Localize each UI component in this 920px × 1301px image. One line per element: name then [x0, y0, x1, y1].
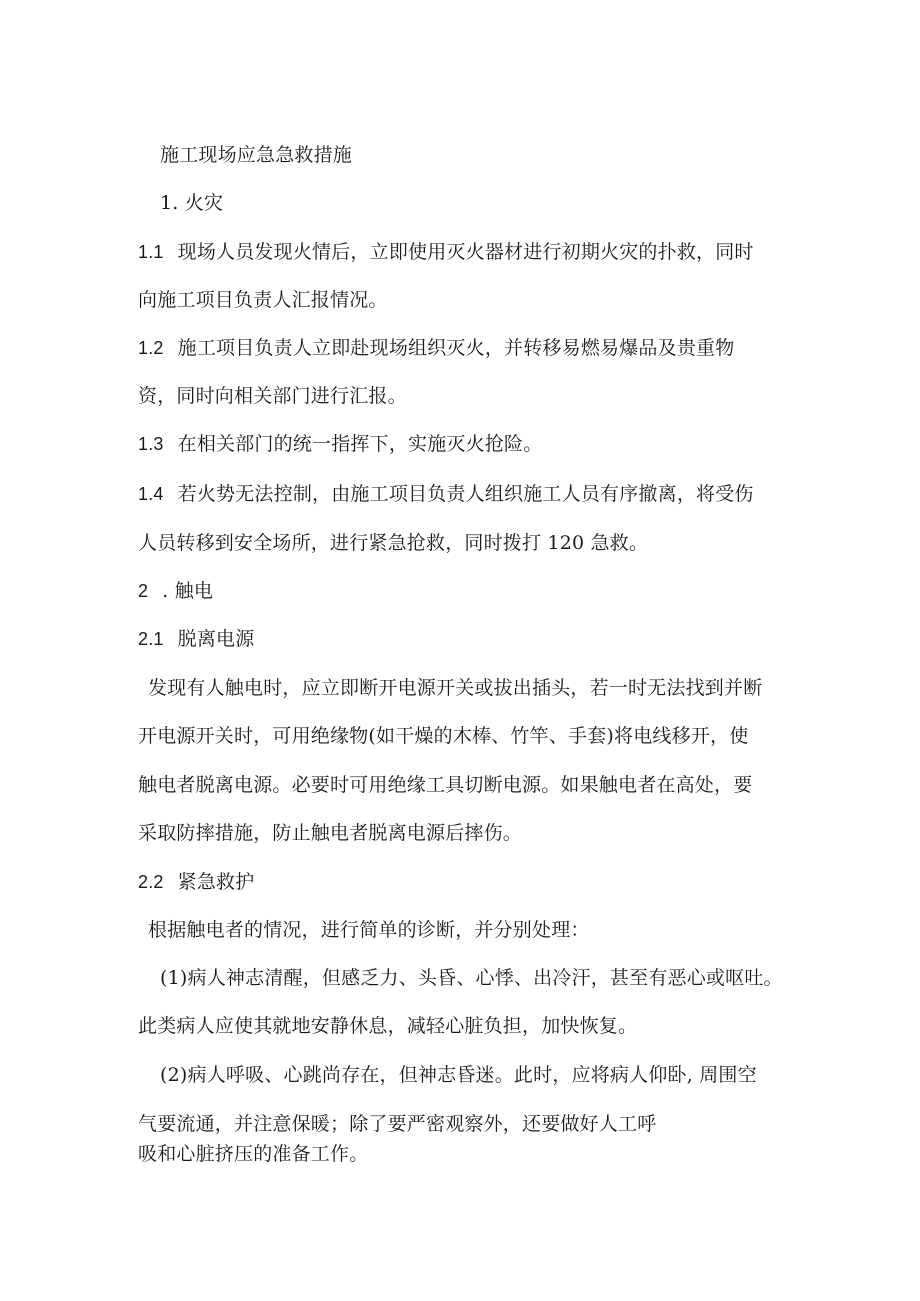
- item-1-2: [138, 335, 798, 361]
- item-1-3-number: 1.3: [138, 434, 164, 454]
- case-1-line-2: 此类病人应使其就地安静休息，减轻心脏负担，加快恢复。: [138, 1015, 638, 1037]
- case-1-line-1: (1)病人神志清醒，但感乏力、头昏、心悸、出冷汗，甚至有恶心或呕吐。: [160, 967, 783, 989]
- sub-2-1-paragraph-line-4: 采取防摔措施，防止触电者脱离电源后摔伤。: [138, 822, 523, 844]
- item-1-2-continuation: 资，同时向相关部门进行汇报。: [138, 385, 407, 407]
- item-1-1-continuation: 向施工项目负责人汇报情况。: [138, 289, 388, 311]
- item-1-2-number: 1.2: [138, 338, 164, 358]
- case-2-line-2: 气要流通，并注意保暖；除了要严密观察外，还要做好人工呼: [138, 1113, 657, 1135]
- document-title: 施工现场应急急救措施: [160, 144, 353, 166]
- item-1-1-number: 1.1: [138, 242, 164, 262]
- item-1-4-text: 若火势无法控制，由施工项目负责人组织施工人员有序撤离，将受伤: [177, 483, 754, 505]
- case-2-line-1: (2)病人呼吸、心跳尚存在，但神志昏迷。此时，应将病人仰卧, 周围空: [160, 1064, 757, 1086]
- section-2-title: . 触电: [162, 580, 214, 602]
- item-1-1-text: 现场人员发现火情后，立即使用灭火器材进行初期火灾的扑救，同时: [177, 241, 754, 263]
- sub-2-2-heading: [138, 869, 798, 895]
- sub-2-1-paragraph-line-3: 触电者脱离电源。必要时可用绝缘工具切断电源。如果触电者在高处，要: [138, 774, 753, 796]
- item-1-1: [138, 239, 798, 265]
- sub-2-2-title: 紧急救护: [177, 871, 255, 893]
- sub-2-1-paragraph-line-2: 开电源开关时，可用绝缘物(如干燥的木棒、竹竿、手套)将电线移开，使: [138, 725, 749, 747]
- item-1-4-number: 1.4: [138, 484, 164, 504]
- item-1-3-text: 在相关部门的统一指挥下，实施灭火抢险。: [177, 433, 543, 455]
- sub-2-2-intro: 根据触电者的情况，进行简单的诊断，并分别处理：: [148, 919, 590, 941]
- section-2-number: 2: [138, 581, 149, 601]
- sub-2-1-title: 脱离电源: [177, 628, 255, 650]
- sub-2-1-number: 2.1: [138, 629, 164, 649]
- item-1-2-text: 施工项目负责人立即赴现场组织灭火，并转移易燃易爆品及贵重物: [177, 337, 735, 359]
- section-1-heading: 1. 火灾: [160, 192, 224, 214]
- item-1-3: [138, 431, 798, 457]
- sub-2-1-heading: [138, 626, 798, 652]
- sub-2-1-paragraph-line-1: 发现有人触电时，应立即断开电源开关或拔出插头，若一时无法找到并断: [148, 677, 763, 699]
- sub-2-2-number: 2.2: [138, 872, 164, 892]
- item-1-4: [138, 481, 798, 507]
- item-1-4-continuation: 人员转移到安全场所，进行紧急抢救，同时拨打 120 急救。: [138, 532, 649, 554]
- case-2-line-3: 吸和心脏挤压的准备工作。: [138, 1143, 369, 1165]
- section-2-heading: [138, 578, 798, 604]
